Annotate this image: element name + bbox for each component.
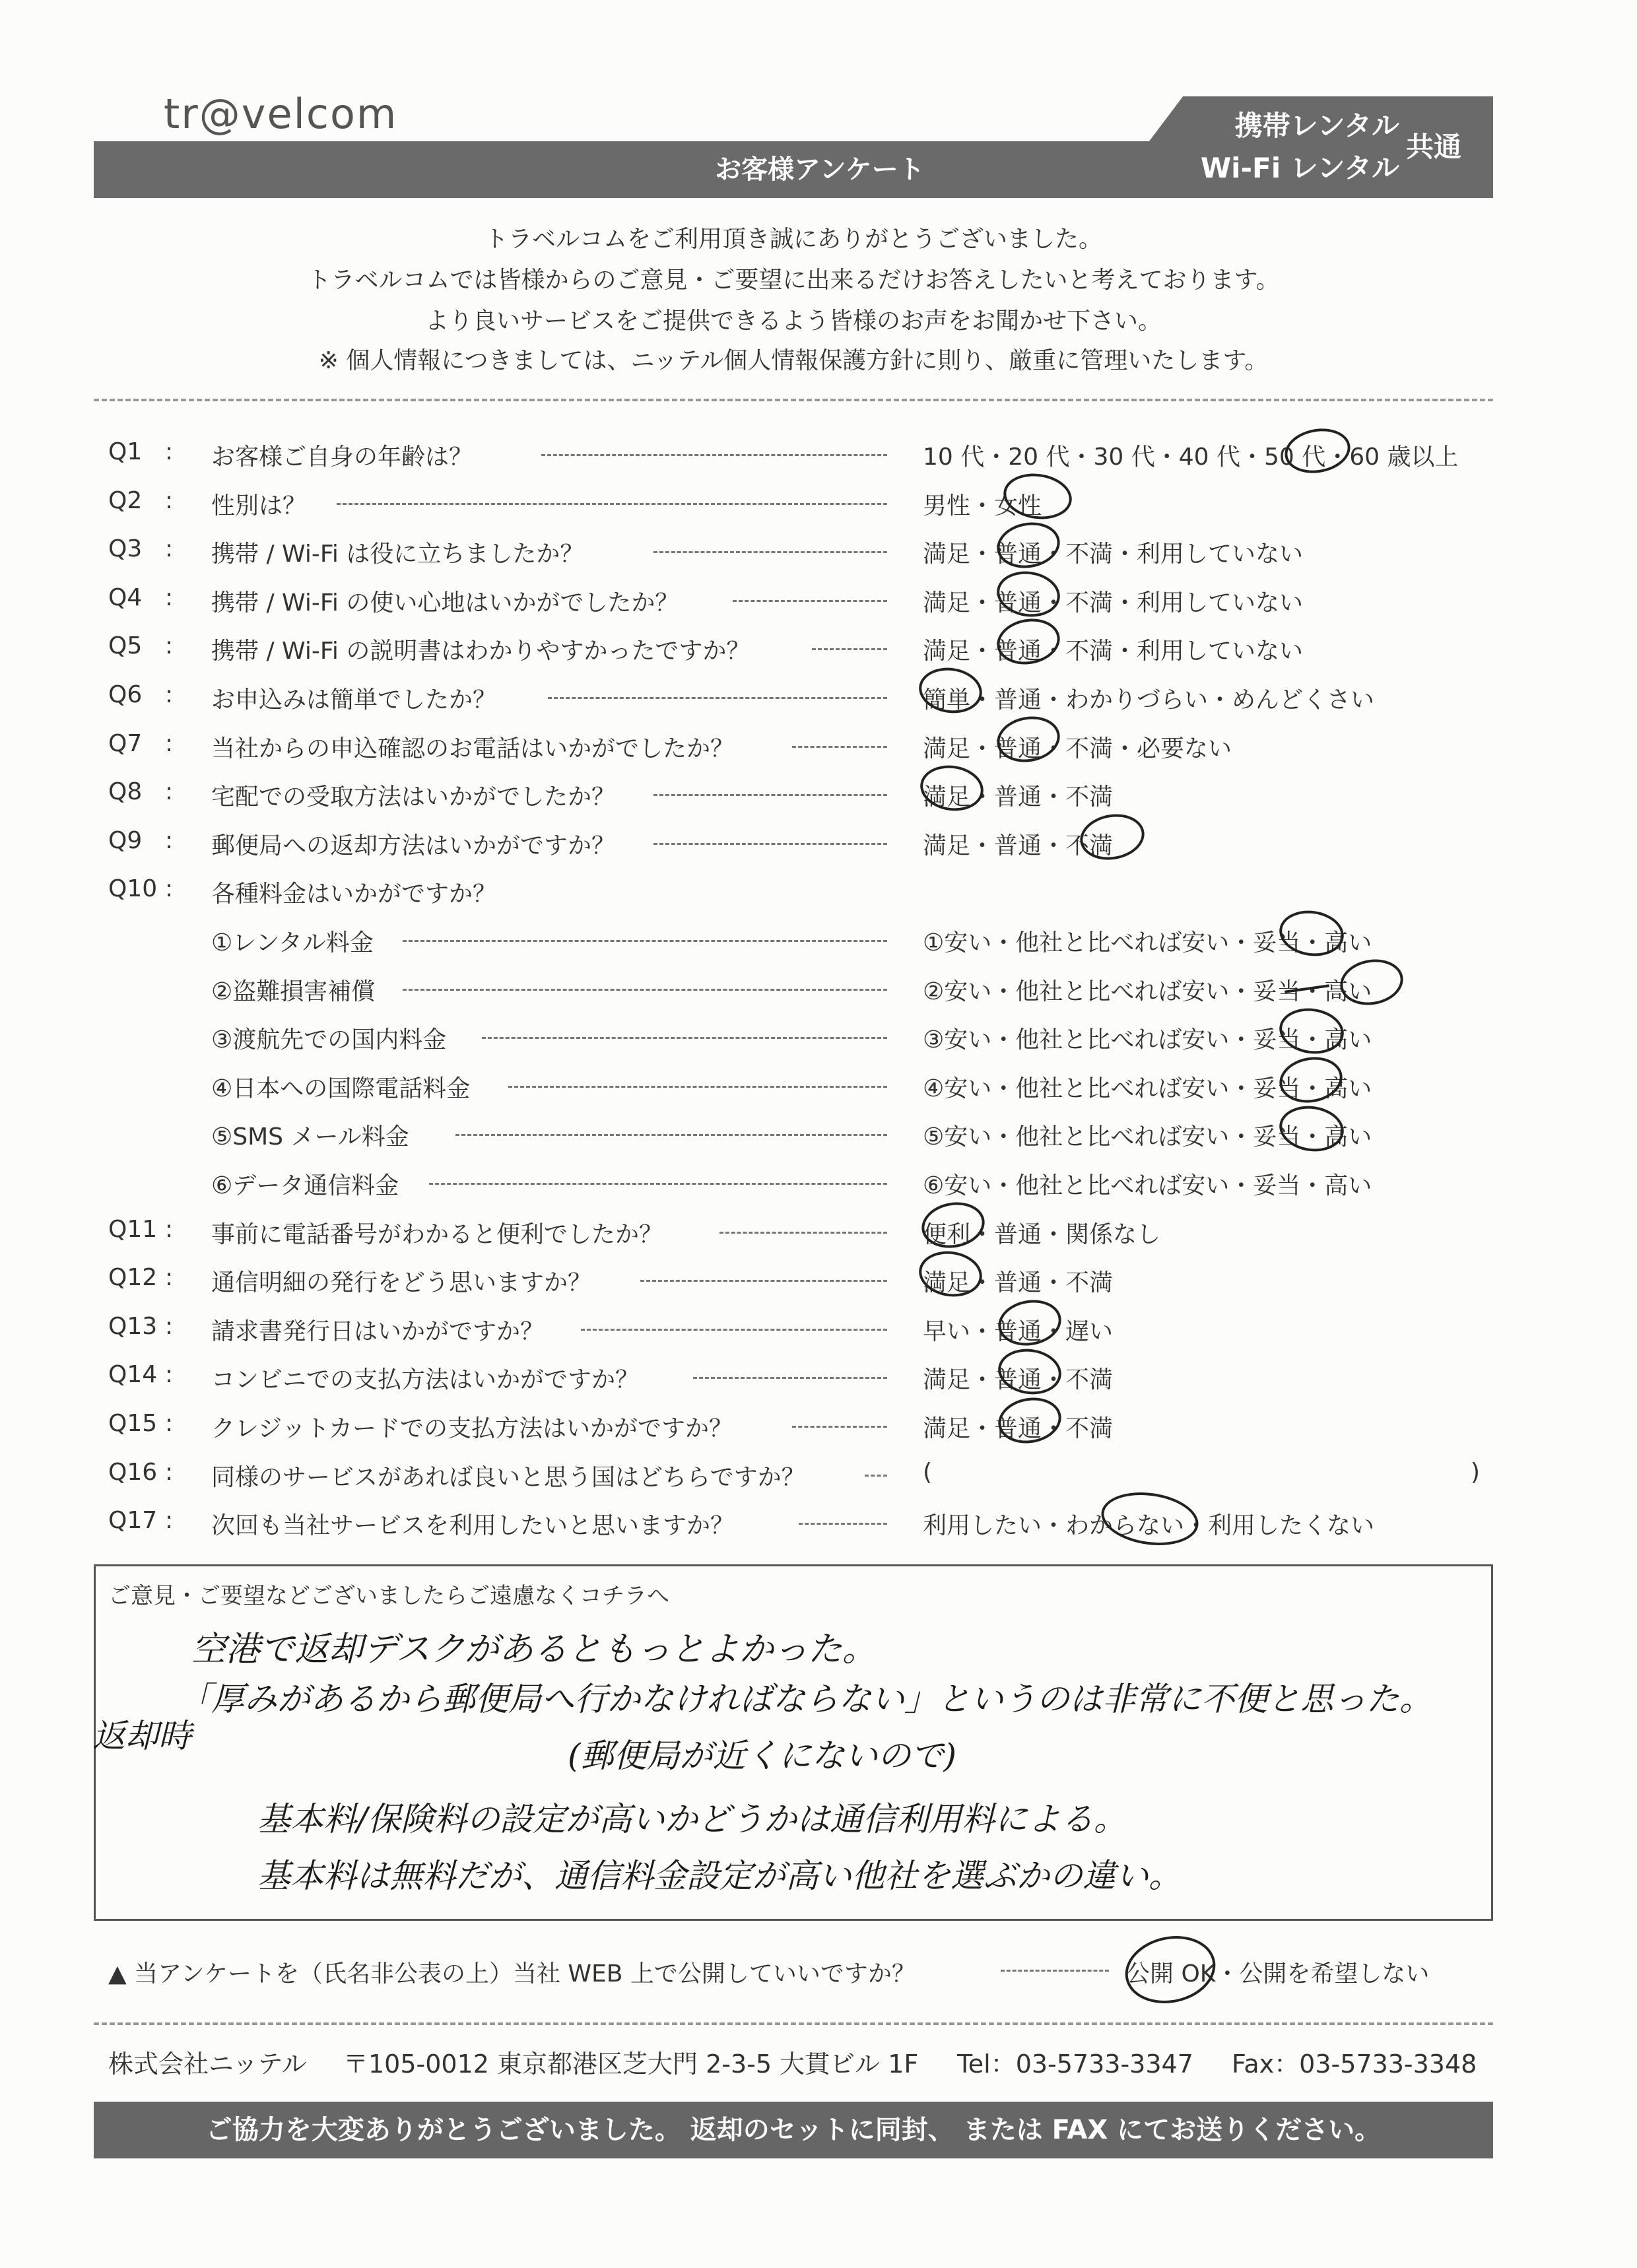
q10-item-text: ⑥データ通信料金	[211, 1172, 399, 1199]
question-colon: :	[165, 1361, 174, 1389]
question-number: Q16	[108, 1458, 158, 1486]
q10-item-text: ⑤SMS メール料金	[211, 1123, 409, 1151]
question-number: Q17	[108, 1507, 158, 1535]
separator	[94, 2022, 1493, 2025]
question-colon: :	[165, 632, 174, 660]
answer-options-q14[interactable]: 満足・普通・不満	[923, 1366, 1114, 1394]
handwritten-comment-2: 「厚みがあるから郵便局へ行かなければならない」というのは非常に不便と思った。	[178, 1680, 1432, 1718]
badge-mobile-rental: 携帯レンタル	[1234, 110, 1399, 142]
question-number: Q4	[108, 584, 143, 611]
company-tel: Tel：03-5733-3347	[957, 2050, 1193, 2079]
answer-options-q13[interactable]: 早い・普通・遅い	[923, 1317, 1114, 1345]
leader-line	[653, 843, 887, 845]
question-colon: :	[165, 1458, 174, 1486]
leader-line	[733, 600, 887, 602]
intro-line-1: トラベルコムをご利用頂き誠にありがとうございました。	[484, 226, 1102, 253]
leader-line	[548, 697, 887, 699]
question-number: Q9	[108, 826, 143, 854]
answer-options-q4[interactable]: 満足・普通・不満・利用していない	[923, 589, 1304, 617]
leader-line	[653, 794, 887, 796]
badge-common: 共通	[1406, 131, 1462, 163]
leader-line	[812, 648, 887, 650]
question-number: Q2	[108, 486, 143, 514]
q10-item-options[interactable]: ④安い・他社と比べれば安い・妥当・高い	[923, 1075, 1372, 1102]
selected-answer-mark	[1098, 1486, 1201, 1551]
q10-item-text: ①レンタル料金	[211, 929, 374, 956]
question-number: Q5	[108, 632, 143, 660]
question-number: Q13	[108, 1312, 158, 1340]
leader-line	[581, 1329, 887, 1331]
leader-line	[403, 989, 887, 991]
q10-item-text: ②盗難損害補償	[211, 978, 376, 1005]
answer-options-q1[interactable]: 10 代・20 代・30 代・40 代・50 代・60 歳以上	[923, 444, 1459, 471]
selected-mark-consent	[1119, 1928, 1222, 2012]
company-fax: Fax：03-5733-3348	[1232, 2050, 1477, 2079]
question-text: 性別は？	[211, 492, 307, 519]
question-number: Q10	[108, 875, 158, 903]
leader-line	[455, 1134, 887, 1136]
question-colon: :	[165, 438, 174, 465]
question-colon: :	[165, 681, 174, 708]
question-text: お客様ご自身の年齢は？	[211, 444, 473, 471]
leader-line	[693, 1377, 887, 1379]
answer-open-paren: (	[923, 1458, 933, 1486]
answer-options-q5[interactable]: 満足・普通・不満・利用していない	[923, 638, 1304, 665]
answer-options-q3[interactable]: 満足・普通・不満・利用していない	[923, 541, 1304, 568]
question-number: Q7	[108, 729, 143, 757]
question-text: 次回も当社サービスを利用したいと思いますか？	[211, 1512, 735, 1540]
answer-options-q11[interactable]: 便利・普通・関係なし	[923, 1220, 1161, 1248]
question-text: 携帯 / Wi-Fi の使い心地はいかがでしたか？	[211, 589, 679, 617]
handwritten-margin-note: 返却時	[92, 1717, 191, 1755]
publish-consent-question: ▲ 当アンケートを（氏名非公表の上）当社 WEB 上で公開していいですか？	[108, 1960, 916, 1987]
question-text: 事前に電話番号がわかると便利でしたか？	[211, 1220, 663, 1248]
company-name: 株式会社ニッテル	[108, 2050, 307, 2079]
question-number: Q11	[108, 1215, 158, 1243]
intro-line-4: ※ 個人情報につきましては、ニッテル個人情報保護方針に則り、厳重に管理いたします。	[318, 347, 1269, 374]
survey-title: お客様アンケート	[715, 154, 925, 185]
question-number: Q3	[108, 535, 143, 563]
leader-line	[429, 1183, 887, 1185]
handwritten-comment-4: 基本料/保険料の設定が高いかどうかは通信利用料による。	[257, 1800, 1127, 1838]
answer-options-q6[interactable]: 簡単・普通・わかりづらい・めんどくさい	[923, 686, 1375, 714]
question-colon: :	[165, 875, 174, 903]
answer-options-q15[interactable]: 満足・普通・不満	[923, 1415, 1114, 1442]
question-colon: :	[165, 584, 174, 611]
question-text: 郵便局への返却方法はいかがですか？	[211, 832, 616, 859]
leader-line	[653, 551, 887, 553]
question-colon: :	[165, 826, 174, 854]
leader-line	[403, 940, 887, 942]
answer-options-q17[interactable]: 利用したい・わからない・利用したくない	[923, 1512, 1375, 1540]
answer-options-q9[interactable]: 満足・普通・不満	[923, 832, 1114, 859]
leader-line	[337, 503, 887, 505]
leader-line	[1001, 1970, 1109, 1972]
q10-item-text: ④日本への国際電話料金	[211, 1075, 471, 1102]
q10-item-text: ③渡航先での国内料金	[211, 1026, 447, 1054]
question-text: 同様のサービスがあれば良いと思う国はどちらですか？	[211, 1463, 805, 1491]
leader-line	[792, 1426, 887, 1428]
separator	[94, 399, 1493, 401]
company-address: 〒105-0012 東京都港区芝大門 2-3-5 大貫ビル 1F	[343, 2050, 919, 2079]
question-text: 当社からの申込確認のお電話はいかがでしたか？	[211, 735, 735, 762]
question-colon: :	[165, 1215, 174, 1243]
leader-line	[719, 1232, 887, 1234]
leader-line	[799, 1523, 887, 1525]
question-colon: :	[165, 1507, 174, 1535]
question-text: 携帯 / Wi-Fi の説明書はわかりやすかったですか？	[211, 638, 751, 665]
question-number: Q12	[108, 1264, 158, 1292]
intro-line-2: トラベルコムでは皆様からのご意見・ご要望に出来るだけお答えしたいと考えております。	[307, 267, 1280, 294]
question-text: 各種料金はいかがですか？	[211, 881, 497, 908]
question-text: 通信明細の発行をどう思いますか？	[211, 1269, 592, 1297]
question-number: Q15	[108, 1410, 158, 1437]
question-colon: :	[165, 1312, 174, 1340]
answer-options-q8[interactable]: 満足・普通・不満	[923, 784, 1114, 811]
handwritten-comment-1: 空港で返却デスクがあるともっとよかった。	[191, 1630, 877, 1669]
answer-options-q12[interactable]: 満足・普通・不満	[923, 1269, 1114, 1297]
q10-item-options[interactable]: ①安い・他社と比べれば安い・妥当・高い	[923, 929, 1372, 956]
leader-line	[482, 1037, 887, 1039]
answer-options-q7[interactable]: 満足・普通・不満・必要ない	[923, 735, 1232, 762]
answer-options-q2[interactable]: 男性・女性	[923, 492, 1042, 519]
q10-item-options[interactable]: ③安い・他社と比べれば安い・妥当・高い	[923, 1026, 1372, 1054]
question-text: 携帯 / Wi-Fi は役に立ちましたか？	[211, 541, 584, 568]
travelcom-logo: tr@velcom	[164, 90, 398, 138]
leader-line	[508, 1086, 887, 1088]
leader-line	[792, 746, 887, 748]
handwritten-comment-3: (郵便局が近くにないので)	[568, 1737, 957, 1775]
answer-close-paren: )	[1471, 1458, 1481, 1486]
question-colon: :	[165, 1410, 174, 1437]
question-text: コンビニでの支払方法はいかがですか？	[211, 1366, 640, 1394]
question-text: 宅配での受取方法はいかがでしたか？	[211, 784, 616, 811]
handwritten-comment-5: 基本料は無料だが、通信料金設定が高い他社を選ぶかの違い。	[257, 1857, 1182, 1895]
leader-line	[865, 1475, 887, 1477]
comment-label: ご意見・ご要望などございましたらご遠慮なくコチラへ	[108, 1583, 669, 1609]
question-text: 請求書発行日はいかがですか？	[211, 1317, 545, 1345]
question-colon: :	[165, 778, 174, 806]
question-text: お申込みは簡単でしたか？	[211, 686, 497, 714]
q10-item-options[interactable]: ⑤安い・他社と比べれば安い・妥当・高い	[923, 1123, 1372, 1151]
question-colon: :	[165, 486, 174, 514]
publish-consent-options[interactable]: 公開 OK・公開を希望しない	[1126, 1960, 1430, 1987]
leader-line	[541, 454, 887, 456]
question-colon: :	[165, 1264, 174, 1292]
question-number: Q8	[108, 778, 143, 806]
question-colon: :	[165, 729, 174, 757]
question-number: Q1	[108, 438, 143, 465]
question-number: Q6	[108, 681, 143, 708]
badge-wifi-rental: Wi-Fi レンタル	[1200, 152, 1399, 184]
q10-item-options[interactable]: ②安い・他社と比べれば安い・妥当・高い	[923, 978, 1372, 1005]
leader-line	[640, 1280, 887, 1282]
footer-closing-message: ご協力を大変ありがとうございました。 返却のセットに同封、 または FAX にてお送りください。	[205, 2115, 1382, 2145]
question-text: クレジットカードでの支払方法はいかがですか？	[211, 1415, 733, 1442]
q10-item-options[interactable]: ⑥安い・他社と比べれば安い・妥当・高い	[923, 1172, 1372, 1199]
question-colon: :	[165, 535, 174, 563]
intro-line-3: より良いサービスをご提供できるよう皆様のお声をお聞かせ下さい。	[424, 308, 1162, 335]
question-number: Q14	[108, 1361, 158, 1389]
answer-free-field[interactable]	[944, 1459, 1465, 1488]
